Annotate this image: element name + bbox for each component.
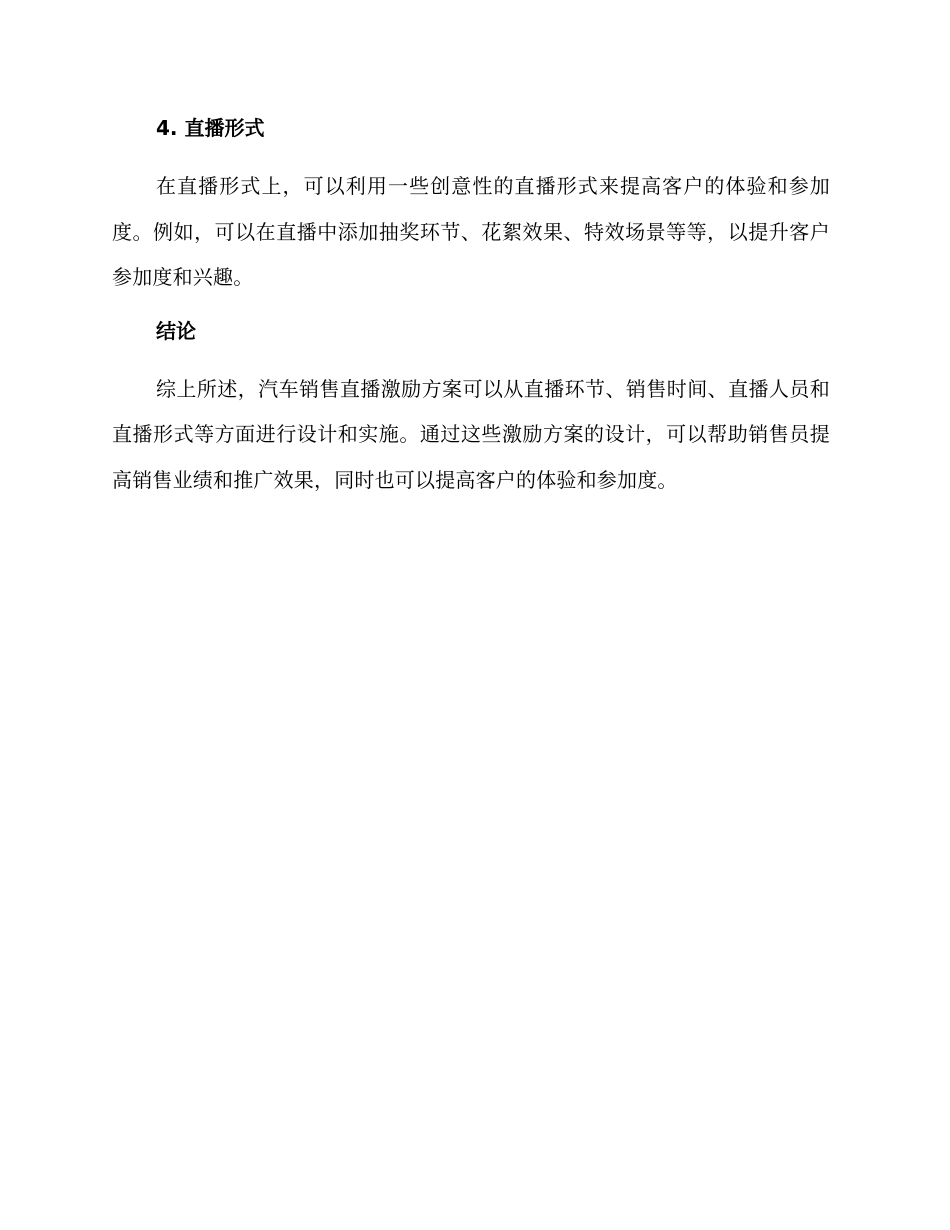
section-paragraph-conclusion: 综上所述，汽车销售直播激励方案可以从直播环节、销售时间、直播人员和直播形式等方面进行设计和实施。通过这些激励方案的设计，可以帮助销售员提高销售业绩和推广效果，同时也可以提高客户的体验和参加度。: [112, 376, 830, 492]
section-paragraph-live-format: 在直播形式上，可以利用一些创意性的直播形式来提高客户的体验和参加度。例如，可以在直播中添加抽奖环节、花絮效果、特效场景等等，以提升客户参加度和兴趣。: [112, 174, 830, 289]
section-heading-live-format: 4. 直播形式: [156, 116, 265, 140]
document-content: [112, 112, 830, 517]
section-heading-conclusion: 结论: [156, 318, 196, 343]
